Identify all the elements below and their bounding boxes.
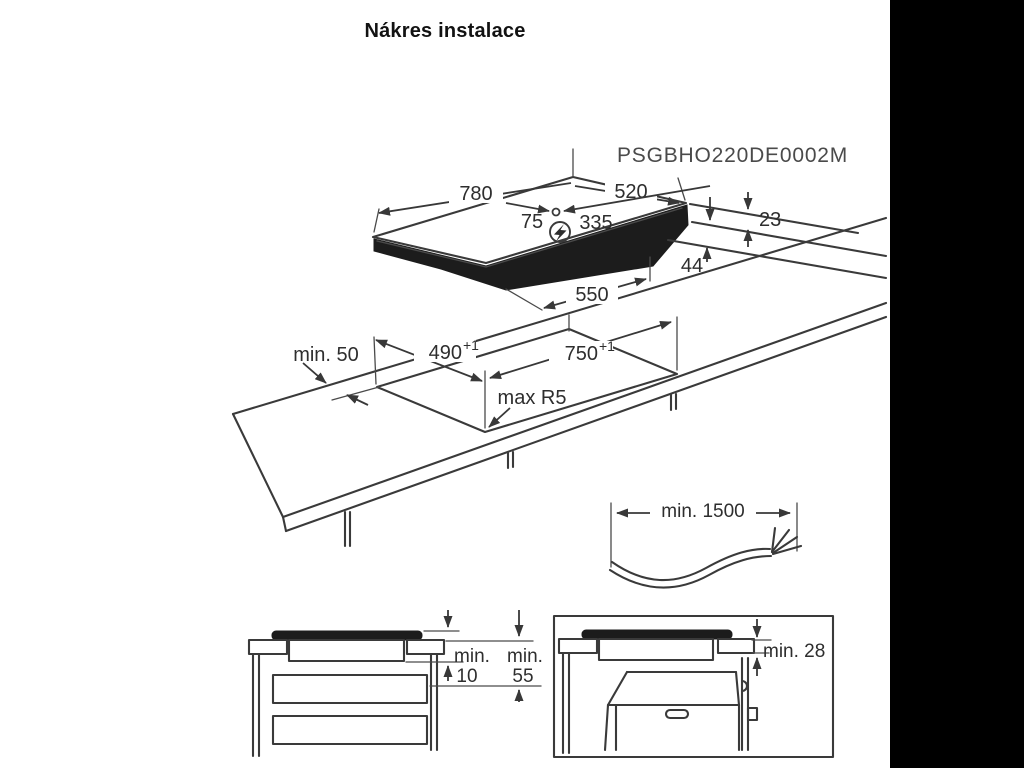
- page-title: Nákres instalace: [364, 20, 526, 42]
- dim-label-cutout-depth-tolerance: +1: [463, 337, 479, 353]
- worktop-left-block: [249, 640, 287, 654]
- dim-label-wall-clearance: min. 50: [293, 344, 359, 366]
- dim-label-height-above: 23: [759, 209, 782, 231]
- drawer-bottom: [273, 716, 427, 744]
- dim-label-casing-width: 550: [575, 284, 609, 306]
- dim-label-connection-right: 335: [579, 212, 613, 234]
- mains-cable-diagram: [610, 499, 801, 588]
- cable-upper-line: [612, 549, 770, 580]
- hob-glass-section: [272, 631, 422, 640]
- drawer-top: [273, 675, 427, 703]
- model-code: PSGBHO220DE0002M: [617, 144, 849, 167]
- dim-label-oven-clearance: min. 28: [763, 641, 826, 662]
- dim-label-connection-left: 75: [520, 211, 544, 233]
- worktop-left-block-2: [559, 639, 597, 653]
- worktop-right-block-2: [718, 639, 754, 653]
- oven-outline: [605, 658, 757, 750]
- cable-lower-line: [610, 556, 771, 588]
- dim-label-min-prefix-a: min.: [454, 646, 490, 667]
- worktop-right-block: [407, 640, 444, 654]
- oven-handle: [666, 710, 688, 718]
- hob-isometric: [373, 149, 886, 310]
- dim-label-cutout-depth: 490: [428, 342, 462, 364]
- hob-casing-section: [289, 640, 404, 661]
- dim-label-cable-length: min. 1500: [661, 501, 745, 522]
- dim-label-min-prefix-b: min.: [507, 646, 543, 667]
- cabinet-legs: [345, 394, 676, 546]
- oven-cross-section: [554, 616, 833, 757]
- dim-label-hob-width: 780: [459, 183, 493, 205]
- worktop-front-corner: [283, 517, 286, 531]
- dim-label-cutout-width-tolerance: +1: [599, 338, 615, 354]
- dim-label-height-below: 44: [680, 255, 704, 277]
- dim-label-corner-radius: max R5: [497, 387, 567, 409]
- hob-glass-section-2: [582, 630, 732, 639]
- oven-knob: [748, 708, 757, 720]
- dim-label-cutout-width: 750: [564, 343, 598, 365]
- worktop-left-edge: [233, 414, 283, 517]
- dim-label-gap-below-worktop: 55: [512, 666, 534, 687]
- cabinet-cross-section: [249, 610, 543, 756]
- hob-casing-section-2: [599, 639, 713, 660]
- right-black-bar: [890, 0, 1024, 768]
- dim-label-gap-below-hob: 10: [456, 666, 478, 687]
- dim-label-hob-depth: 520: [614, 181, 648, 203]
